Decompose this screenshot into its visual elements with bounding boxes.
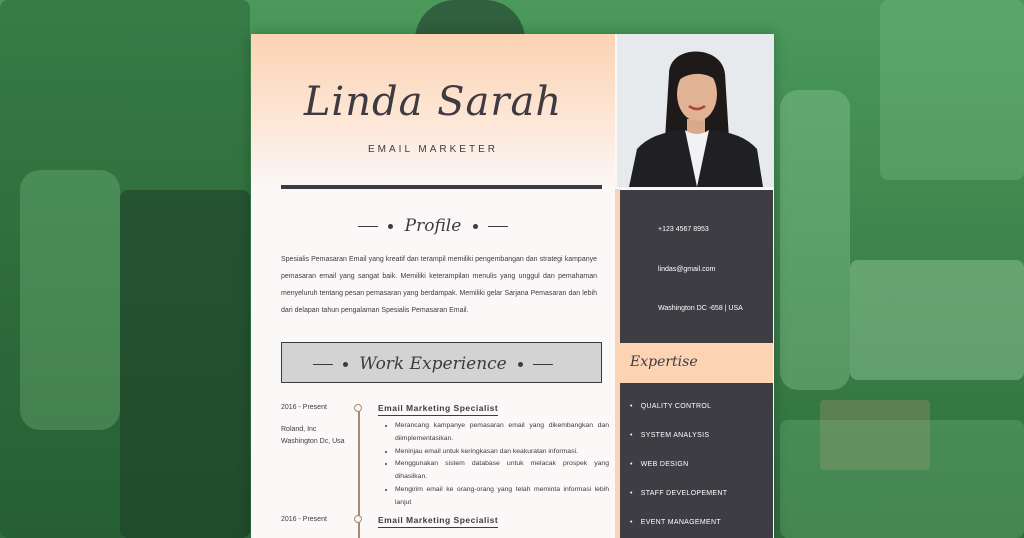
profile-text: Spesialis Pemasaran Email yang kreatif dan terampil memiliki pengembangan dan strategi kampanye pemasaran email yang sangat baik. Memiliki keterampilan menulis yang unggul dan pemahaman menyeluruh tentang pesan pemasaran yang berdampak. Memiliki gelar Sarjana Pemasaran dan lebih dari delapan tahun pengalaman Spesialis Pemasaran Email. [281,256,597,314]
header-divider [281,185,602,189]
skill-item: • EVENT MANAGEMENT [630,519,721,526]
skill-item: • QUALITY CONTROL [630,403,711,410]
expertise-list [620,383,773,538]
candidate-name: Linda Sarah [303,79,563,125]
timeline-dot [354,404,362,412]
profile-heading [251,216,615,236]
job-bullet: • Merancang kampanye pemasaran email yang dikembangkan dan diimplementasikan. [395,420,609,446]
candidate-role: EMAIL MARKETER [368,144,498,155]
candidate-photo [617,34,774,187]
job-bullet: • Mengirim email ke orang-orang yang telah meminta informasi lebih lanjut [395,484,609,510]
job-bullets [381,420,609,510]
skill-item: • STAFF DEVELOPEMENT [630,490,727,497]
job-location: Washington Dc, Usa [281,438,345,445]
job-company: Roland, Inc [281,426,317,433]
profile-heading-text: Profile [404,216,462,236]
expertise-heading-text: Expertise [630,354,698,370]
contact-panel [620,190,773,343]
skill-item: • WEB DESIGN [630,461,689,468]
job-bullet: • Meninjau email untuk keringkasan dan keakuratan informasi. [395,446,609,459]
work-experience-heading [251,354,615,374]
resume-header [251,34,615,189]
job-title: Email Marketing Specialist [378,403,498,416]
job-date: 2016 - Present [281,516,327,523]
work-experience-heading-text: Work Experience [359,354,507,374]
portrait-illustration [617,34,774,187]
contact-email: lindas@gmail.com [658,266,716,273]
contact-phone: +123 4567 8953 [658,226,709,233]
resume-main-column [251,34,615,538]
timeline-dot [354,515,362,523]
job-bullet: • Menggunakan sistem database untuk melacak prospek yang dihasilkan. [395,458,609,484]
expertise-heading [620,343,773,383]
job-date: 2016 - Present [281,404,327,411]
job-title: Email Marketing Specialist [378,515,498,528]
resume-page [251,34,774,538]
contact-address: Washington DC -658 | USA [658,305,743,312]
skill-item: • SYSTEM ANALYSIS [630,432,709,439]
